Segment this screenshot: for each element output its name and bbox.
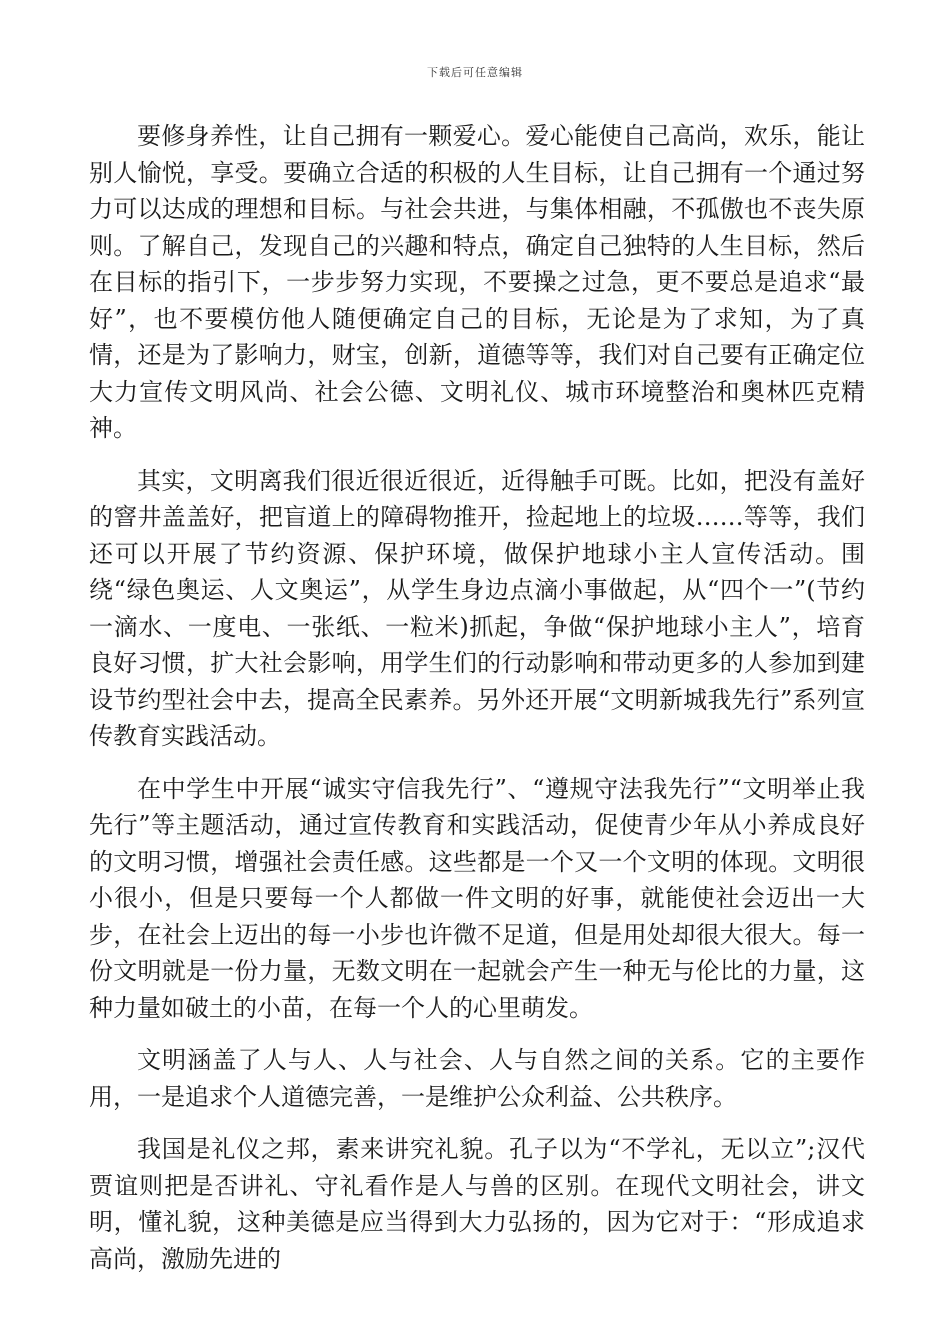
page-header: 下载后可任意编辑 [427, 66, 523, 79]
paragraph-2: 其实，文明离我们很近很近很近，近得触手可既。比如，把没有盖好的窨井盖盖好，把盲道上的障碍物推开，捡起地上的垃圾……等等，我们还可以开展了节约资源、保护环境，做保护地球小主人宣传活动。围绕“绿色奥运、人文奥运”，从学生身边点滴小事做起，从“四个一”(节约一滴水、一度电、一张纸、一粒米)抓起，争做“保护地球小主人”，培育良好习惯，扩大社会影响，用学生们的行动影响和带动更多的人参加到建设节约型社会中去，提高全民素养。另外还开展“文明新城我先行”系列宣传教育实践活动。 [89, 466, 865, 750]
paragraph-5: 我国是礼仪之邦，素来讲究礼貌。孔子以为“不学礼，无以立”;汉代贾谊则把是否讲礼、守礼看作是人与兽的区别。在现代文明社会，讲文明，懂礼貌，这种美德是应当得到大力弘扬的，因为它对于：“形成追求高尚，激励先进的 [89, 1135, 865, 1273]
paragraph-1: 要修身养性，让自己拥有一颗爱心。爱心能使自己高尚，欢乐，能让别人愉悦，享受。要确立合适的积极的人生目标，让自己拥有一个通过努力可以达成的理想和目标。与社会共进，与集体相融，不孤傲也不丧失原则。了解自己，发现自己的兴趣和特点，确定自己独特的人生目标，然后在目标的指引下，一步步努力实现，不要操之过急，更不要总是追求“最好”，也不要模仿他人随便确定自己的目标，无论是为了求知，为了真情，还是为了影响力，财宝，创新，道德等等，我们对自己要有正确定位大力宣传文明风尚、社会公德、文明礼仪、城市环境整治和奥林匹克精神。 [89, 122, 865, 442]
paragraph-3: 在中学生中开展“诚实守信我先行”、“遵规守法我先行”“文明举止我先行”等主题活动，通过宣传教育和实践活动，促使青少年从小养成良好的文明习惯，增强社会责任感。这些都是一个又一个文明的体现。文明很小很小，但是只要每一个人都做一件文明的好事，就能使社会迈出一大步，在社会上迈出的每一小步也许微不足道，但是用处却很大很大。每一份文明就是一份力量，无数文明在一起就会产生一种无与伦比的力量，这种力量如破土的小苗，在每一个人的心里萌发。 [89, 774, 865, 1022]
document-body [89, 118, 865, 1293]
paragraph-4: 文明涵盖了人与人、人与社会、人与自然之间的关系。它的主要作用，一是追求个人道德完善，一是维护公众利益、公共秩序。 [89, 1046, 865, 1111]
